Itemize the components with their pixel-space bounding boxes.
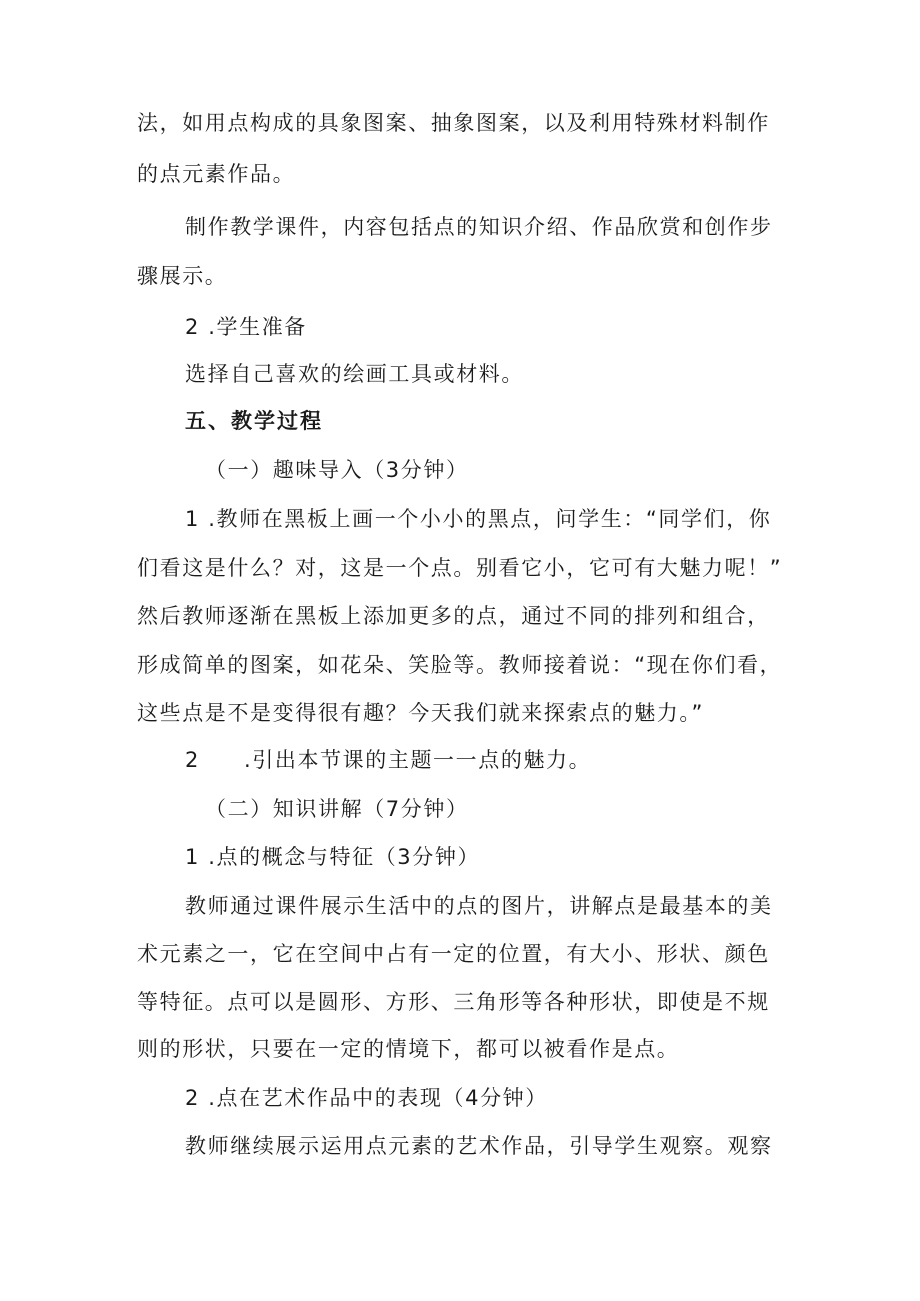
list-item-text: .引出本节课的主题一一点的魅力。 xyxy=(243,748,592,772)
text-line: 的点元素作品。 xyxy=(137,162,296,186)
list-item xyxy=(185,745,591,775)
text-line: 选择自己喜欢的绘画工具或材料。 xyxy=(185,362,524,386)
subsection-heading: 1 .点的概念与特征（3分钟） xyxy=(185,845,481,869)
text-line: 则的形状，只要在一定的情境下，都可以被看作是点。 xyxy=(137,1037,680,1061)
text-line: 然后教师逐渐在黑板上添加更多的点，通过不同的排列和组合， xyxy=(137,604,770,628)
text-line: 形成简单的图案，如花朵、笑脸等。教师接着说：“现在你们看， xyxy=(137,653,783,677)
text-line: 1 .教师在黑板上画一个小小的黑点，问学生：“同学们，你 xyxy=(185,507,772,531)
text-line: 等特征。点可以是圆形、方形、三角形等各种形状，即使是不规 xyxy=(137,990,770,1014)
subsection-heading: （一）趣味导入（3分钟） xyxy=(205,458,469,482)
subsection-heading: （二）知识讲解（7分钟） xyxy=(205,797,469,821)
text-line: 教师继续展示运用点元素的艺术作品，引导学生观察。观察 xyxy=(185,1134,773,1158)
text-line: 法，如用点构成的具象图案、抽象图案，以及利用特殊材料制作 xyxy=(137,111,770,135)
subsection-heading: 2 .点在艺术作品中的表现（4分钟） xyxy=(185,1086,548,1110)
text-line: 制作教学课件，内容包括点的知识介绍、作品欣赏和创作步 xyxy=(185,215,773,239)
text-line: 们看这是什么？对，这是一个点。别看它小，它可有大魅力呢！” xyxy=(137,556,783,580)
section-heading: 五、教学过程 xyxy=(185,409,323,433)
subsection-heading: 2 .学生准备 xyxy=(185,315,307,339)
list-item-number: 2 xyxy=(185,748,200,772)
text-line: 教师通过课件展示生活中的点的图片，讲解点是最基本的美 xyxy=(185,894,773,918)
text-line: 这些点是不是变得很有趣？今天我们就来探索点的魅力。” xyxy=(137,701,704,725)
text-line: 骤展示。 xyxy=(137,264,228,288)
text-line: 术元素之一，它在空间中占有一定的位置，有大小、形状、颜色 xyxy=(137,942,770,966)
